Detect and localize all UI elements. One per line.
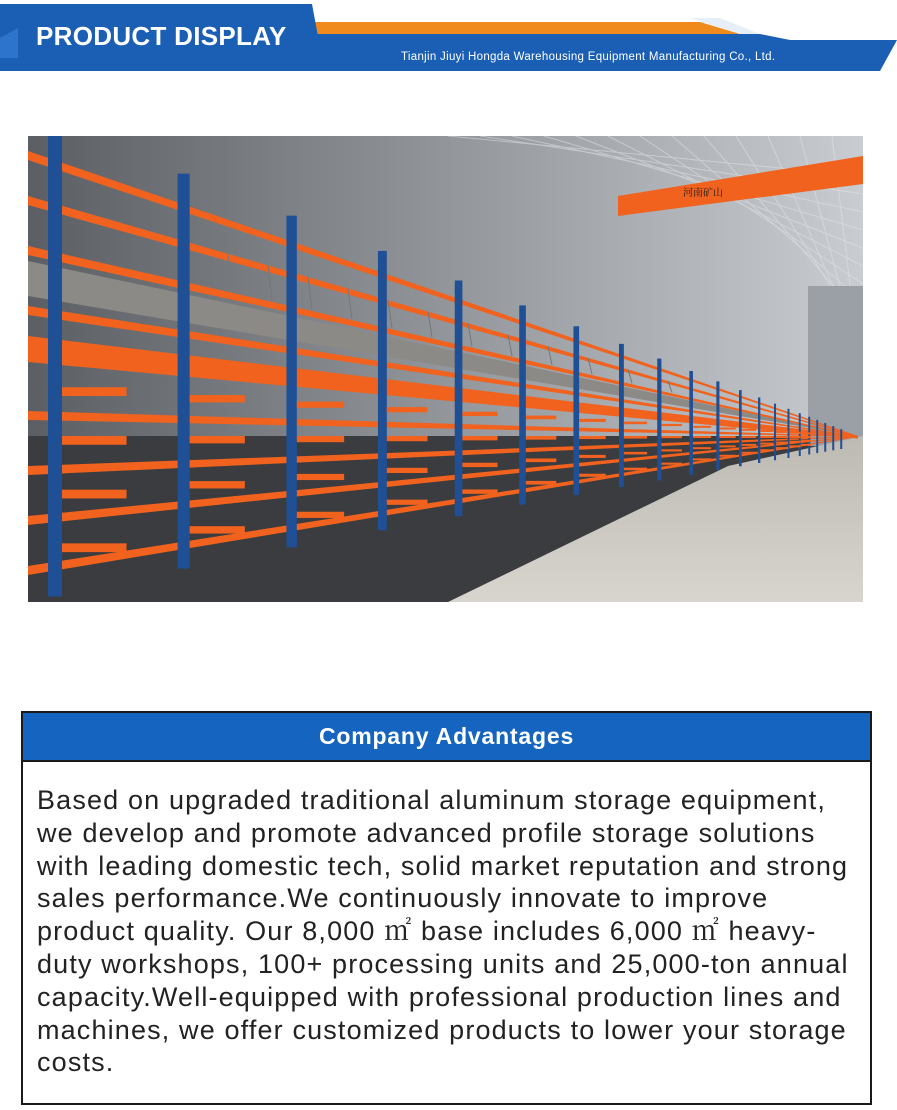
advantages-body: Based on upgraded traditional aluminum storage equipment, we develop and promote advanced profile storage solutions with leading domestic tech, solid market reputation and strong sales performance.We continuously innovate to improve product quality. Our 8,000 ㎡ base includes 6,000 ㎡ heavy-duty workshops, 100+ processing units and 25,000-ton annual capacity.Well-equipped with professional production lines and machines, we offer customized products to lower your storage costs.: [37, 785, 849, 1078]
header-banner: [0, 0, 897, 75]
warehouse-rack-image: [28, 136, 863, 602]
advantages-panel: [21, 711, 872, 1105]
advantages-header: [23, 713, 870, 762]
crane-sign-text: 河南矿山: [683, 188, 723, 199]
page-title: PRODUCT DISPLAY: [36, 21, 287, 51]
advantages-title: Company Advantages: [318, 723, 575, 749]
product-photo: [28, 136, 863, 602]
company-name: Tianjin Jiuyi Hongda Warehousing Equipment Manufacturing Co., Ltd.: [401, 51, 776, 63]
